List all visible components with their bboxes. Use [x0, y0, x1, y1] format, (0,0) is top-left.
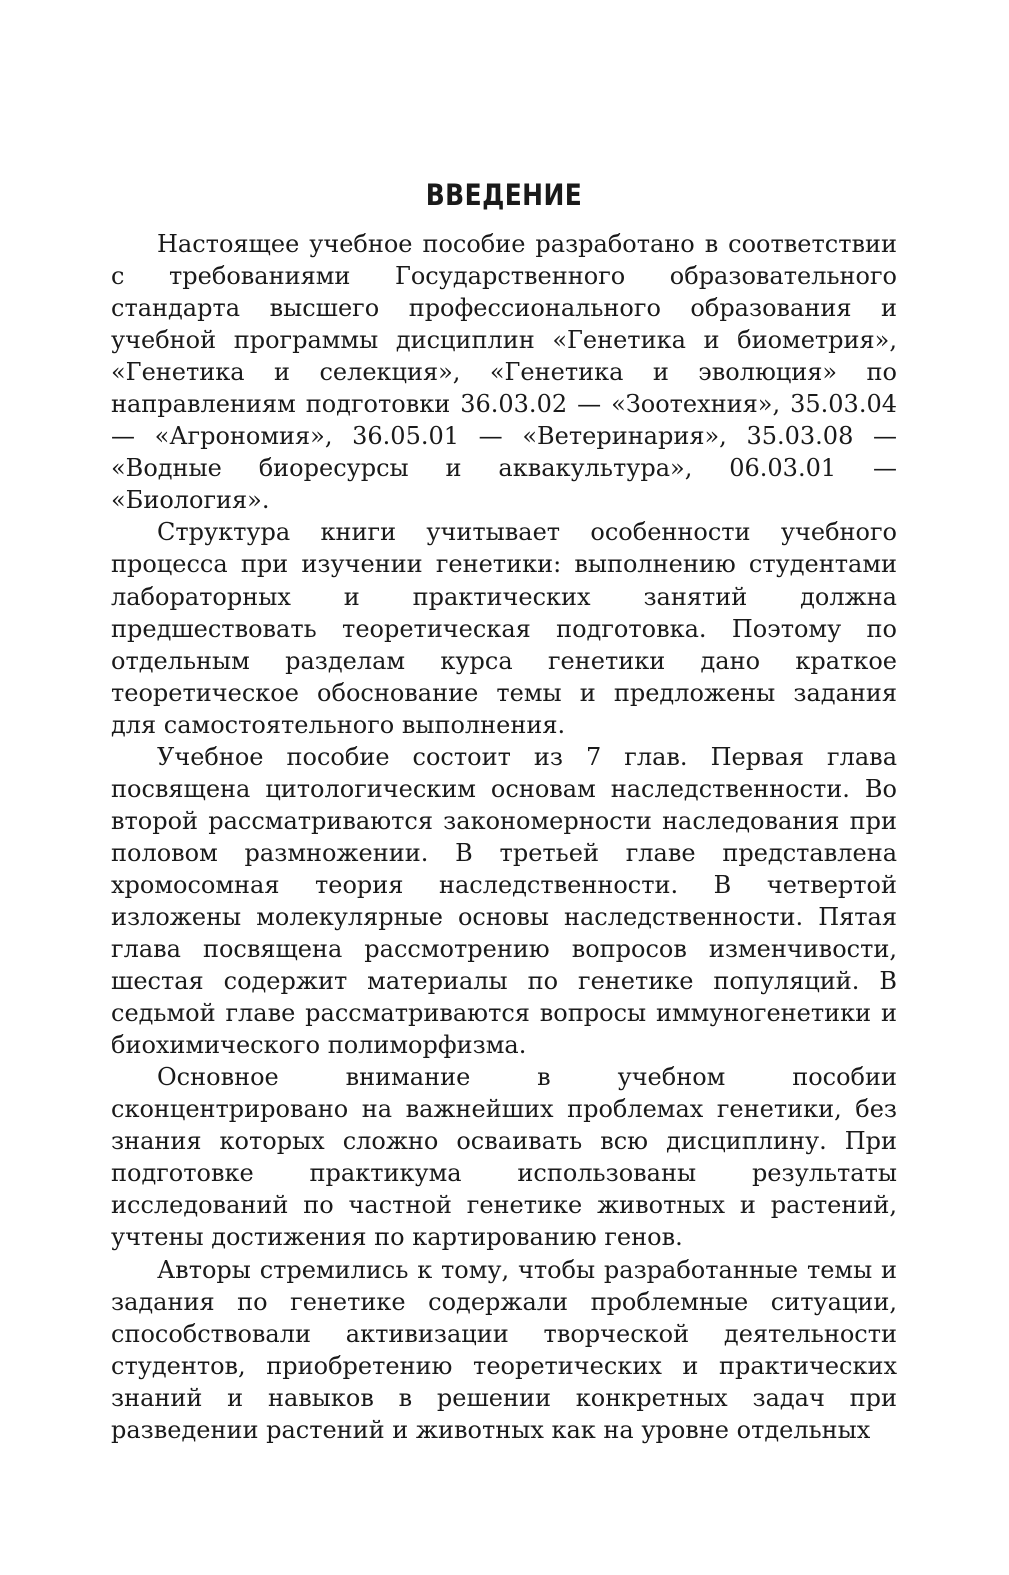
paragraph-4: Основное внимание в учебном пособии сконцентрировано на важнейших проблемах генетики, без знания которых сложно осваивать всю дисциплину. При подготовке практикума использованы результаты исследований по частной генетике животных и растений, учтены достижения по картированию генов.	[111, 1063, 897, 1252]
paragraph-5: Авторы стремились к тому, чтобы разработанные темы и задания по генетике содержали проблемные ситуации, способствовали активизации творческой деятельности студентов, приобретению теоретических и практических знаний и навыков в решении конкретных задач при разведении растений и животных как на уровне отдельных	[111, 1255, 897, 1444]
paragraph-1: Настоящее учебное пособие разработано в соответствии с требованиями Государственного образовательного стандарта высшего профессионального образования и учебной программы дисциплин «Генетика и биометрия», «Генетика и селекция», «Генетика и эволюция» по направлениям подготовки 36.03.02 — «Зоотехния», 35.03.04 — «Агрономия», 36.05.01 — «Ветеринария», 35.03.08 — «Водные биоресурсы и аквакультура», 06.03.01 — «Биология».	[111, 230, 897, 515]
page-content	[111, 170, 897, 1446]
page-title: ВВЕДЕНИЕ	[425, 178, 583, 212]
paragraph-2: Структура книги учитывает особенности учебного процесса при изучении генетики: выполнению студентами лабораторных и практических занятий должна предшествовать теоретическая подготовка. Поэтому по отдельным разделам курса генетики дано краткое теоретическое обоснование темы и предложены задания для самостоятельного выполнения.	[111, 518, 897, 739]
paragraph-3: Учебное пособие состоит из 7 глав. Первая глава посвящена цитологическим основам наследственности. Во второй рассматриваются закономерности наследования при половом размножении. В третьей главе представлена хромосомная теория наследственности. В четвертой изложены молекулярные основы наследственности. Пятая глава посвящена рассмотрению вопросов изменчивости, шестая содержит материалы по генетике популяций. В седьмой главе рассматриваются вопросы иммуногенетики и биохимического полиморфизма.	[111, 742, 897, 1060]
